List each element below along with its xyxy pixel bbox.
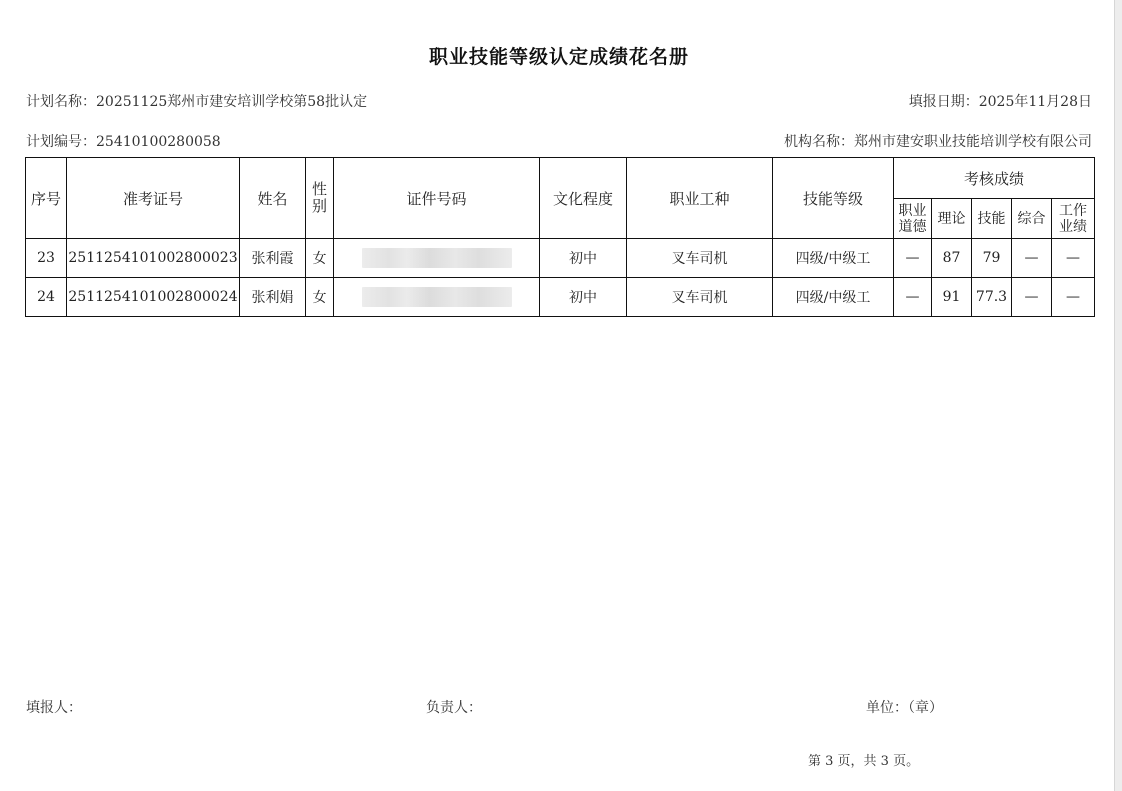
plan-name: 计划名称：20251125郑州市建安培训学校第58批认定: [26, 94, 368, 110]
cell-education: 初中: [540, 239, 627, 278]
cell-ethics: —: [894, 278, 932, 317]
filler-label: 填报人：: [26, 700, 82, 716]
cell-skill: 77.3: [972, 278, 1012, 317]
cell-skill-level: 四级/中级工: [773, 278, 894, 317]
header-name: 姓名: [240, 158, 306, 239]
redacted-id-blur: [362, 248, 512, 268]
table-row: [26, 239, 1095, 278]
redacted-id-blur: [362, 287, 512, 307]
page-edge: [1114, 0, 1122, 791]
header-overall: 综合: [1012, 199, 1052, 239]
cell-skill-level: 四级/中级工: [773, 239, 894, 278]
header-work-line2: 业绩: [1059, 218, 1087, 235]
table-row: [26, 278, 1095, 317]
header-skill: 技能: [972, 199, 1012, 239]
header-gender-line1: 性: [311, 180, 327, 198]
header-skill-level: 技能等级: [773, 158, 894, 239]
cell-gender: 女: [306, 239, 334, 278]
cell-skill: 79: [972, 239, 1012, 278]
cell-occupation: 叉车司机: [627, 239, 773, 278]
header-occupation: 职业工种: [627, 158, 773, 239]
page-title: 职业技能等级认定成绩花名册: [428, 46, 689, 68]
header-exam-no: 准考证号: [67, 158, 240, 239]
cell-seq: 24: [26, 278, 67, 317]
header-id-no: 证件号码: [334, 158, 540, 239]
cell-work: —: [1052, 239, 1095, 278]
page-number: 第 3 页，共 3 页。: [808, 754, 920, 769]
cell-exam-no: 2511254101002800023: [67, 239, 240, 278]
score-roster-table: [25, 157, 1095, 317]
cell-name: 张利娟: [240, 278, 306, 317]
header-education: 文化程度: [540, 158, 627, 239]
cell-gender: 女: [306, 278, 334, 317]
cell-name: 张利霞: [240, 239, 306, 278]
header-seq: 序号: [26, 158, 67, 239]
header-gender-line2: 别: [311, 197, 327, 215]
header-ethics-line2: 道德: [898, 218, 927, 235]
institution-name: 机构名称：郑州市建安职业技能培训学校有限公司: [784, 134, 1092, 150]
cell-seq: 23: [26, 239, 67, 278]
header-gender: [306, 158, 334, 239]
cell-overall: —: [1012, 278, 1052, 317]
header-work: [1052, 199, 1095, 239]
cell-id-no: [334, 278, 540, 317]
cell-theory: 87: [932, 239, 972, 278]
cell-work: —: [1052, 278, 1095, 317]
header-ethics: [894, 199, 932, 239]
header-theory: 理论: [932, 199, 972, 239]
cell-exam-no: 2511254101002800024: [67, 278, 240, 317]
responsible-label: 负责人：: [426, 700, 482, 716]
cell-occupation: 叉车司机: [627, 278, 773, 317]
cell-ethics: —: [894, 239, 932, 278]
unit-seal-label: 单位：（章）: [866, 700, 943, 716]
plan-number: 计划编号：25410100280058: [26, 134, 221, 150]
fill-date: 填报日期：2025年11月28日: [908, 94, 1092, 110]
cell-theory: 91: [932, 278, 972, 317]
cell-overall: —: [1012, 239, 1052, 278]
header-ethics-line1: 职业: [898, 202, 927, 219]
header-work-line1: 工作: [1059, 202, 1087, 219]
header-scores-group: 考核成绩: [894, 158, 1095, 199]
cell-id-no: [334, 239, 540, 278]
cell-education: 初中: [540, 278, 627, 317]
